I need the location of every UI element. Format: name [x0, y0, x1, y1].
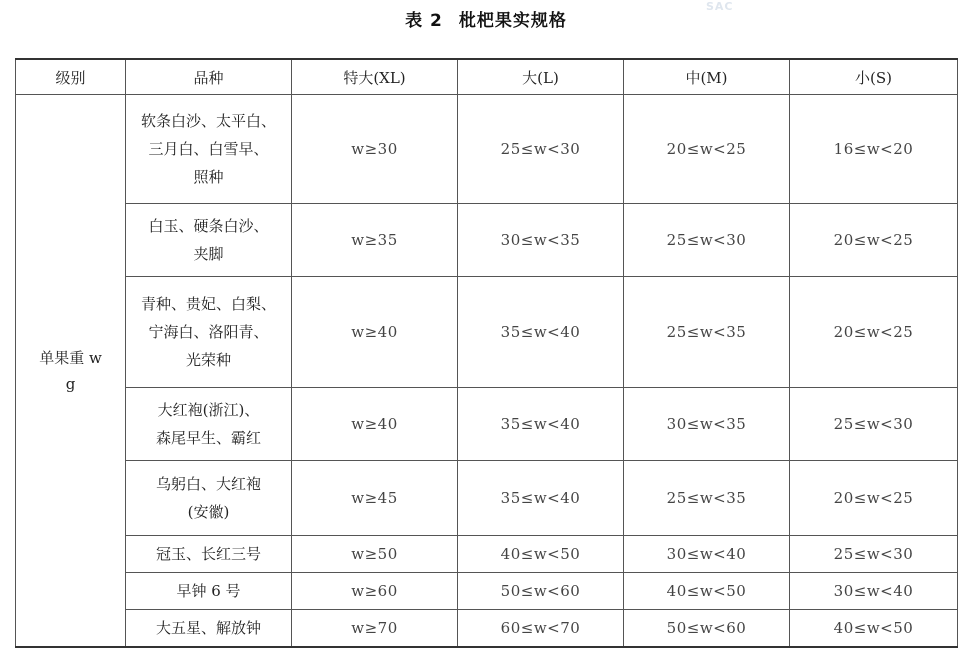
l-cell: 40≤w<50: [458, 536, 624, 573]
l-cell: 35≤w<40: [458, 461, 624, 536]
table-number: 表 2: [405, 11, 443, 31]
l-cell: 25≤w<30: [458, 95, 624, 204]
l-cell: 35≤w<40: [458, 277, 624, 388]
table-row: [16, 204, 958, 277]
m-cell: 25≤w<30: [624, 204, 790, 277]
header-m: 中(M): [624, 59, 790, 95]
table-row: [16, 536, 958, 573]
table-title-text: 枇杷果实规格: [458, 11, 567, 31]
m-cell: 25≤w<35: [624, 277, 790, 388]
s-cell: 20≤w<25: [790, 461, 958, 536]
m-cell: 30≤w<35: [624, 388, 790, 461]
table-row: [16, 388, 958, 461]
s-cell: 25≤w<30: [790, 388, 958, 461]
s-cell: 16≤w<20: [790, 95, 958, 204]
xl-cell: w≥45: [292, 461, 458, 536]
header-variety: 品种: [126, 59, 292, 95]
xl-cell: w≥40: [292, 388, 458, 461]
s-cell: 20≤w<25: [790, 277, 958, 388]
variety-cell: 大五星、解放钟: [126, 610, 292, 648]
l-cell: 60≤w<70: [458, 610, 624, 648]
s-cell: 25≤w<30: [790, 536, 958, 573]
xl-cell: w≥50: [292, 536, 458, 573]
table-title: [0, 6, 968, 31]
m-cell: 50≤w<60: [624, 610, 790, 648]
s-cell: 40≤w<50: [790, 610, 958, 648]
s-cell: 20≤w<25: [790, 204, 958, 277]
m-cell: 40≤w<50: [624, 573, 790, 610]
header-l: 大(L): [458, 59, 624, 95]
table-row: [16, 573, 958, 610]
m-cell: 25≤w<35: [624, 461, 790, 536]
m-cell: 30≤w<40: [624, 536, 790, 573]
l-cell: 35≤w<40: [458, 388, 624, 461]
loquat-spec-table: [15, 58, 958, 648]
variety-cell: 乌躬白、大红袍 (安徽): [126, 461, 292, 536]
variety-cell: 白玉、硬条白沙、 夹脚: [126, 204, 292, 277]
table-row: [16, 277, 958, 388]
header-s: 小(S): [790, 59, 958, 95]
xl-cell: w≥40: [292, 277, 458, 388]
sac-watermark: SAC: [706, 0, 734, 13]
l-cell: 50≤w<60: [458, 573, 624, 610]
variety-cell: 软条白沙、太平白、 三月白、白雪早、 照种: [126, 95, 292, 204]
xl-cell: w≥30: [292, 95, 458, 204]
table-header-row: [16, 59, 958, 95]
variety-cell: 大红袍(浙江)、 森尾早生、霸红: [126, 388, 292, 461]
xl-cell: w≥70: [292, 610, 458, 648]
table-row: [16, 95, 958, 204]
xl-cell: w≥60: [292, 573, 458, 610]
header-grade: 级别: [16, 59, 126, 95]
table-row: [16, 610, 958, 648]
variety-cell: 冠玉、长红三号: [126, 536, 292, 573]
table-row: [16, 461, 958, 536]
xl-cell: w≥35: [292, 204, 458, 277]
variety-cell: 青种、贵妃、白梨、 宁海白、洛阳青、 光荣种: [126, 277, 292, 388]
s-cell: 30≤w<40: [790, 573, 958, 610]
grade-cell: 单果重 w g: [16, 95, 126, 648]
l-cell: 30≤w<35: [458, 204, 624, 277]
header-xl: 特大(XL): [292, 59, 458, 95]
m-cell: 20≤w<25: [624, 95, 790, 204]
variety-cell: 早钟 6 号: [126, 573, 292, 610]
